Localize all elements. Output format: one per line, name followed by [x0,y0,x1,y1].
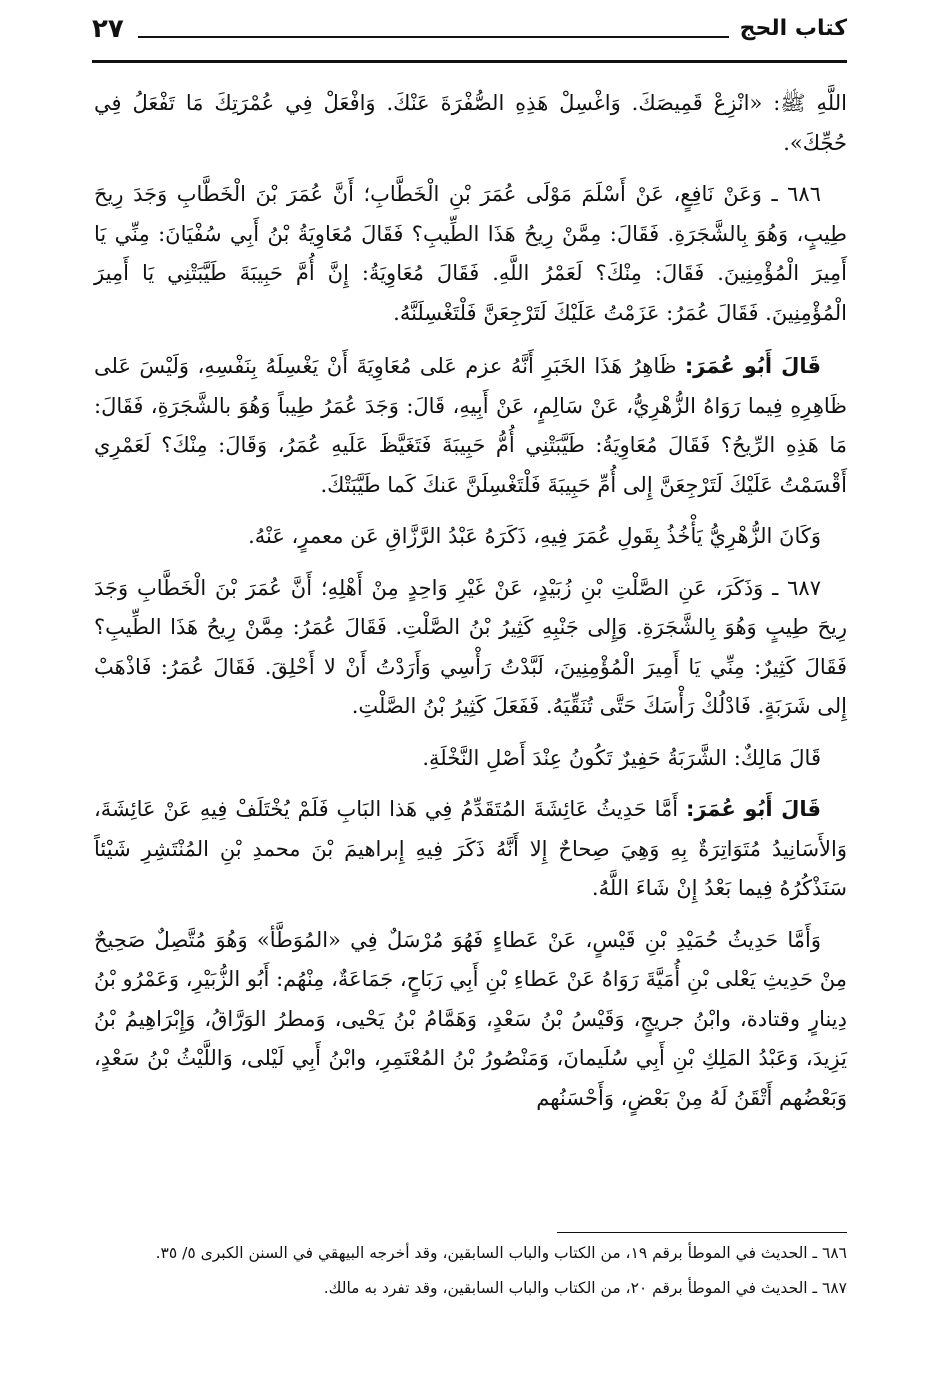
header-rule [92,60,847,63]
commentary-text: أَمَّا حَدِيثُ عَائِشَةَ المُتَقَدِّمُ فِي هَذا البَابِ فَلَمْ يُخْتَلَفْ فِيهِ عَنْ عَائِشَةَ، وَالأَسَانِيدُ مُتَوَاتِرَةٌ بِهِ وَهِيَ صِحاحٌ إِلا أَنَّهُ ذَكَرَ فِيهِ إِبراهيمَ بْنَ محمدِ بْنِ المُنْتَشِرِ شَيْئاً سَنَذْكُرُهُ فِيما بَعْدُ إِنْ شَاءَ اللَّهُ. [94,797,847,900]
footnotes [94,1240,847,1310]
header-dash-line [138,36,729,38]
commentary-paragraph [94,347,847,505]
commentary-text: ظَاهِرُ هَذَا الخَبَرِ أَنَّهُ عزم عَلى مُعَاوِيَةَ أَنْ يَغْسِلَهُ بِنَفْسِهِ، وَلَيْسَ عَلى ظَاهِرِهِ فِيما رَوَاهُ الزُّهْرِيُّ، عَنْ سَالِمٍ، عَنْ أَبِيهِ، قَالَ: وَجَدَ عُمَرُ طِيباً وَهُوَ بالشَّجَرَةِ، فَقَالَ: مَا هَذِهِ الرِّيحُ؟ فَقَالَ مُعَاوِيَةُ: طَيَّبَتْنِي أُمُّ حَبِيبَةَ فَتَغَيَّظَ عَلَيهِ عُمَرُ، وَقَالَ: مِنْكَ؟ لَعَمْرِي أَقْسَمْتُ عَلَيْكَ لَتَرْجِعَنَّ إِلى أُمِّ حَبِيبَةَ فَلْتَغْسِلَنَّ عَنكَ كَما طَيَّبَتْكَ. [94,354,847,497]
footnote: ٦٨٧ ـ الحديث في الموطأ برقم ٢٠، من الكتاب والباب السابقين، وقد تفرد به مالك. [323,1279,847,1297]
footnote-rule [557,1232,847,1233]
book-title: كتاب الحج [739,16,847,41]
commentary-lead: قَالَ أَبُو عُمَرَ: [684,354,821,378]
main-text [94,84,847,1118]
footnote: ٦٨٦ ـ الحديث في الموطأ برقم ١٩، من الكتاب والباب السابقين، وقد أخرجه البيهقي في السنن الكبرى ٥/ ٣٥. [155,1244,847,1262]
running-header [92,12,847,56]
commentary-lead: قَالَ أَبُو عُمَرَ: [685,797,821,821]
paragraph: قَالَ مَالِكٌ: الشَّرَبَةُ حَفِيرٌ تَكُونُ عِنْدَ أَصْلِ النَّخْلَةِ. [422,745,821,770]
paragraph: وَأَمَّا حَدِيثُ حُمَيْدِ بْنِ قَيْسٍ، عَنْ عَطاءٍ فَهُوَ مُرْسَلٌ فِي «المُوَطَّأ» وَهُوَ مُتَّصِلٌ صَحِيحٌ مِنْ حَدِيثِ يَعْلى بْنِ أُمَيَّةَ رَوَاهُ عَنْ عَطاءِ بْنِ أَبِي رَبَاحٍ، جَمَاعَةٌ، مِنْهُم: أَبُو الزُّبَيْرِ، وَعَمْرُو بْنُ دِينارٍ وقتادة، وابْنُ جريجٍ، وَقَيْسُ بْنُ سَعْدٍ، وَهَمَّامُ بْنُ يَحْيى، وَمطرُ الوَرَّاقُ، وَإِبْرَاهِيمُ بْنُ يَزِيدَ، وَعَبْدُ المَلِكِ بْنِ أَبِي سُلَيمانَ، وَمَنْصُورُ بْنُ المُعْتَمِرِ، وابْنُ أَبِي لَيْلى، وَاللَّيْثُ بْنُ سَعْدٍ، وَبَعْضُهم أَتْقَنُ لَهُ مِنْ بَعْضٍ، وَأَحْسَنُهم [94,927,847,1110]
hadith-687: ٦٨٧ ـ وَذَكَرَ، عَنِ الصَّلْتِ بْنِ زُبَيْدٍ، عَنْ غَيْرِ وَاحِدٍ مِنْ أَهْلِهِ؛ أَنَّ عُمَرَ بْنَ الْخَطَّابِ وَجَدَ رِيحَ طِيبٍ وَهُوَ بِالشَّجَرَةِ. وَإِلى جَنْبِهِ كَثِيرُ بْنُ الصَّلْتِ. فَقَالَ عُمَرُ: مِمَّنْ رِيحُ هَذَا الطِّيبِ؟ فَقَالَ كَثِيرٌ: مِنِّي يَا أَمِيرَ الْمُؤْمِنِينَ، لَبَّدْتُ رَأْسِي وَأَرَدْتُ أَنْ لا أَحْلِقَ. فَقَالَ عُمَرُ: فَاذْهَبْ إِلى شَرَبَةٍ. فَادْلُكْ رَأْسَكَ حَتَّى تُنَقِّيَهُ. فَفَعَلَ كَثِيرُ بْنُ الصَّلْتِ. [94,575,847,718]
commentary-paragraph [94,790,847,909]
paragraph: وَكَانَ الزُّهْرِيُّ يَأْخُذُ بِقَولِ عُمَرَ فِيهِ، ذَكَرَهُ عَبْدُ الرَّزَّاقِ عَن معمرٍ، عَنْهُ. [248,524,821,548]
paragraph: اللَّهِ ﷺ: «انْزِعْ قَمِيصَكَ. وَاغْسِلْ هَذِهِ الصُّفْرَةَ عَنْكَ. وَافْعَلْ فِي عُمْرَتِكَ مَا تَفْعَلُ فِي حُجِّكَ». [94,91,847,155]
hadith-686: ٦٨٦ ـ وَعَنْ نَافِعٍ، عَنْ أَسْلَمَ مَوْلَى عُمَرَ بْنِ الْخَطَّابِ؛ أَنَّ عُمَرَ بْنَ الْخَطَّابِ وَجَدَ رِيحَ طِيبٍ، وَهُوَ بِالشَّجَرَةِ. فَقَالَ: مِمَّنْ رِيحُ هَذَا الطِّيبِ؟ فَقَالَ مُعَاوِيَةُ بْنُ أَبِي سُفْيَانَ: مِنِّي يَا أَمِيرَ الْمُؤْمِنِينَ. فَقَالَ: مِنْكَ؟ لَعَمْرُ اللَّهِ. فَقَالَ مُعَاوِيَةُ: إِنَّ أُمَّ حَبِيبَةَ طَيَّبَتْنِي يَا أَمِيرَ الْمُؤْمِنِينَ. فَقَالَ عُمَرُ: عَزَمْتُ عَلَيْكَ لَتَرْجِعَنَّ فَلْتَغْسِلَنَّهُ. [94,182,847,325]
page-number: ٢٧ [92,14,124,44]
